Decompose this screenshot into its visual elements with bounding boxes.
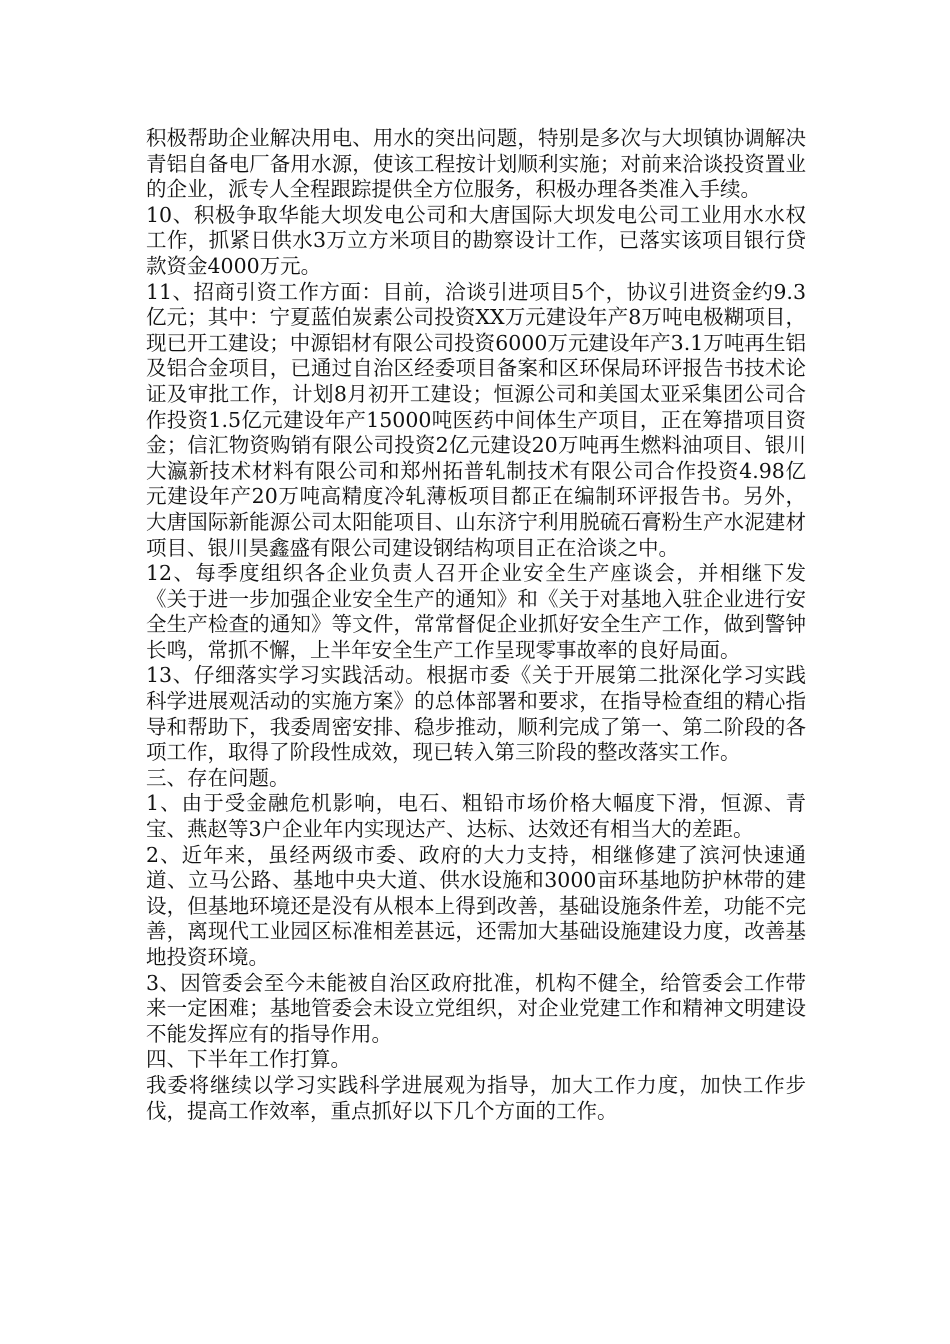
paragraph-plans-intro: 我委将继续以学习实践科学进展观为指导，加大工作力度，加快工作步伐，提高工作效率，重点抓好以下几个方面的工作。 — [146, 1072, 806, 1123]
paragraph-item-12: 12、每季度组织各企业负责人召开企业安全生产座谈会，并相继下发《关于进一步加强企业安全生产的通知》和《关于对基地入驻企业进行安全生产检查的通知》等文件，常常督促企业抓好安全生产工作，做到警钟长鸣，常抓不懈，上半年安全生产工作呈现零事故率的良好局面。 — [146, 561, 806, 662]
paragraph-item-13: 13、仔细落实学习实践活动。根据市委《关于开展第二批深化学习实践科学进展观活动的实施方案》的总体部署和要求，在指导检查组的精心指导和帮助下，我委周密安排、稳步推动，顺利完成了第一、第二阶段的各项工作，取得了阶段性成效，现已转入第三阶段的整改落实工作。 — [146, 663, 806, 765]
paragraph-problem-3: 3、因管委会至今未能被自治区政府批准，机构不健全，给管委会工作带来一定困难；基地管委会未设立党组织，对企业党建工作和精神文明建设不能发挥应有的指导作用。 — [146, 970, 806, 1046]
section-heading-plans: 四、下半年工作打算。 — [146, 1047, 351, 1072]
paragraph-item-10: 10、积极争取华能大坝发电公司和大唐国际大坝发电公司工业用水水权工作，抓紧日供水3万立方米项目的勘察设计工作，已落实该项目银行贷款资金4000万元。 — [146, 202, 806, 278]
paragraph-continuation: 积极帮助企业解决用电、用水的突出问题，特别是多次与大坝镇协调解决青铝自备电厂备用水源，使该工程按计划顺利实施；对前来洽谈投资置业的企业，派专人全程跟踪提供全方位服务，积极办理各类准入手续。 — [146, 126, 806, 202]
paragraph-problem-2: 2、近年来，虽经两级市委、政府的大力支持，相继修建了滨河快速通道、立马公路、基地中央大道、供水设施和3000亩环基地防护林带的建设，但基地环境还是没有从根本上得到改善，基础设施条件差，功能不完善，离现代工业园区标准相差甚远，还需加大基础设施建设力度，改善基地投资环境。 — [146, 842, 806, 969]
paragraph-item-11: 11、招商引资工作方面：目前，洽谈引进项目5个，协议引进资金约9.3亿元；其中：宁夏蓝伯炭素公司投资XX万元建设年产8万吨电极糊项目，现已开工建设；中源铝材有限公司投资6000万元建设年产3.1万吨再生铝及铝合金项目，已通过自治区经委项目备案和区环保局环评报告书技术论证及审批工作，计划8月初开工建设；恒源公司和美国太亚采集团公司合作投资1.5亿元建设年产15000吨医药中间体生产项目，正在筹措项目资金；信汇物资购销有限公司投资2亿元建设20万吨再生燃料油项目、银川大瀛新技术材料有限公司和郑州拓普轧制技术有限公司合作投资4.98亿元建设年产20万吨高精度冷轧薄板项目都正在编制环评报告书。另外，大唐国际新能源公司太阳能项目、山东济宁利用脱硫石膏粉生产水泥建材项目、银川昊鑫盛有限公司建设钢结构项目正在洽谈之中。 — [146, 279, 806, 560]
paragraph-problem-1: 1、由于受金融危机影响，电石、粗铅市场价格大幅度下滑，恒源、青宝、燕赵等3户企业年内实现达产、达标、达效还有相当大的差距。 — [146, 791, 806, 842]
section-heading-problems: 三、存在问题。 — [146, 765, 290, 790]
document-body — [146, 126, 806, 1124]
